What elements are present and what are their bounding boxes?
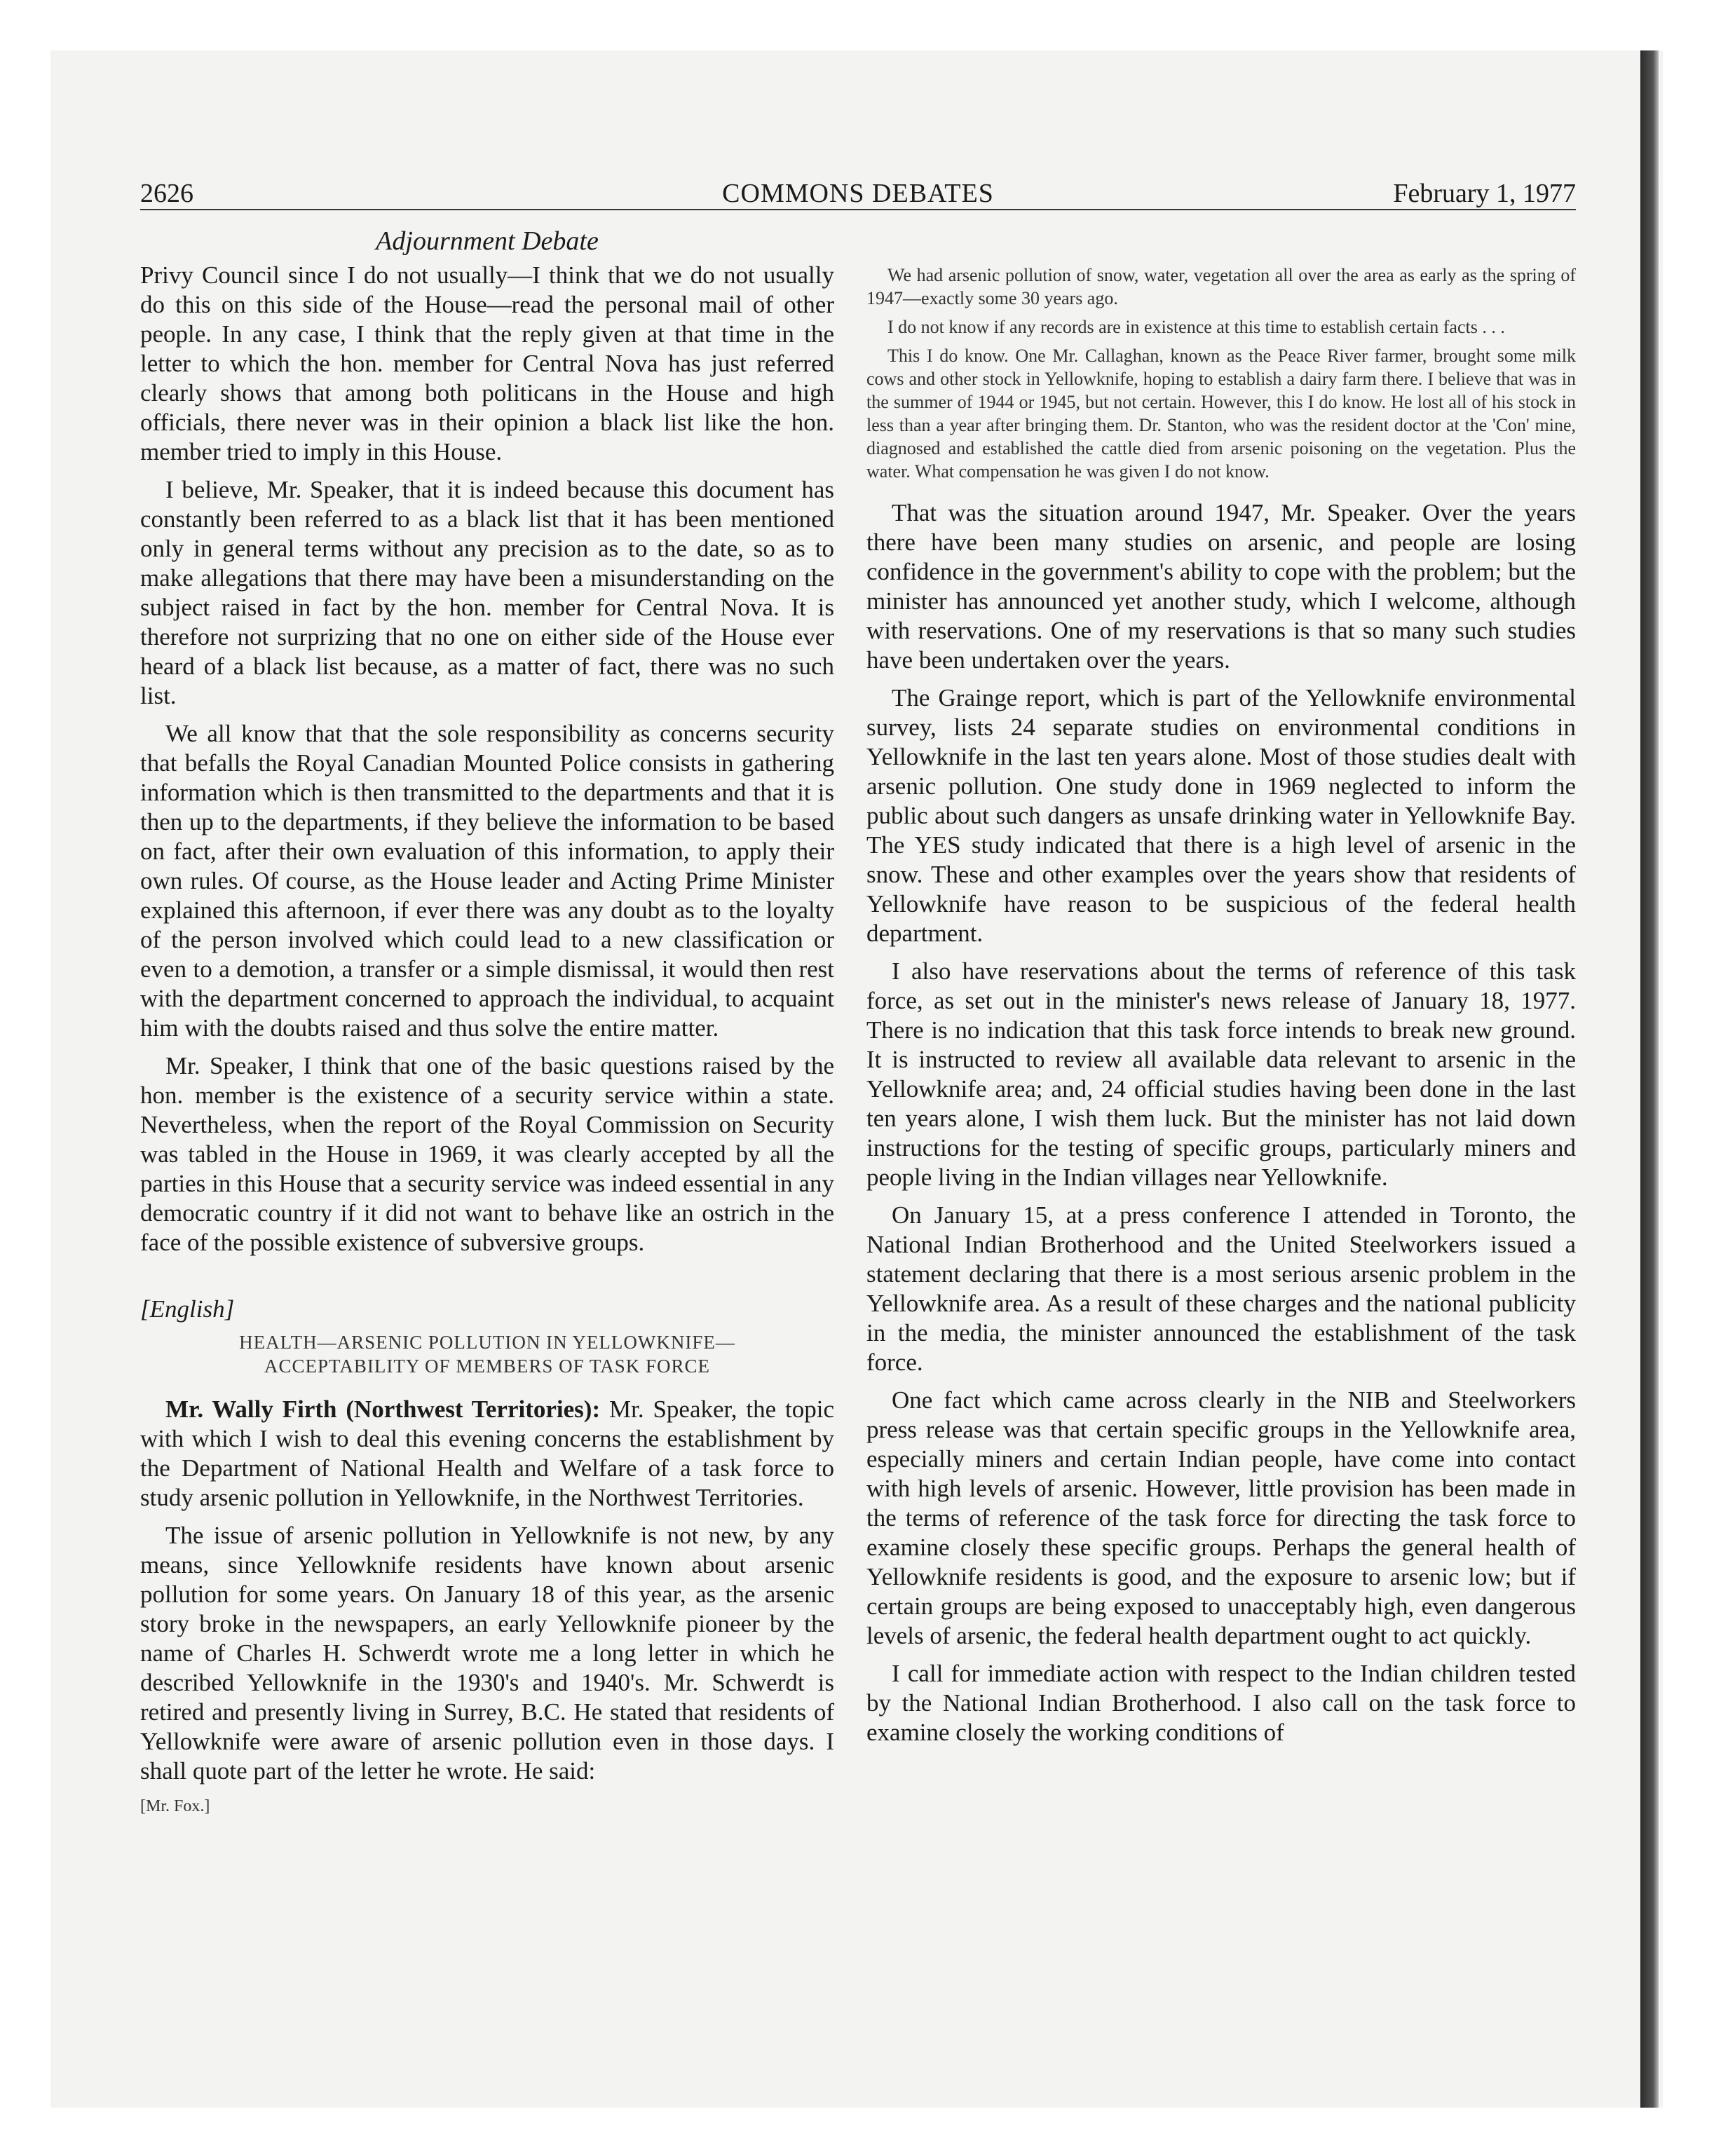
paragraph: I call for immediate action with respect to the Indian children tested by the National Indian Brotherhood. I also call on the task force to examine closely the working conditions of: [866, 1660, 1576, 1746]
scan-edge-shadow: [1640, 50, 1659, 2108]
speaker-text: Mr. Speaker, the topic with which I wish to deal this evening concerns the establishment by the Department of National Health and Welfare of a task force to study arsenic pollution in Yellowknife, in the Northwest Territories.: [140, 1396, 834, 1511]
publication-title: COMMONS DEBATES: [722, 179, 994, 208]
paragraph: I also have reservations about the terms of reference of this task force, as set out in the minister's news release of January 18, 1977. There is no indication that this task force intends to break new ground. It is instructed to review all available data relevant to arsenic in the Yellowknife area; and, 24 official studies having been done in the last ten years alone, I wish them luck. But the minister has not laid down instructions for the testing of specific groups, particularly miners and people living in the Indian villages near Yellowknife.: [866, 957, 1576, 1191]
paragraph: I believe, Mr. Speaker, that it is indeed because this document has constantly been referred to as a black list that it has been mentioned only in general terms without any precision as to the date, so as to make allegations that there may have been a misunderstanding on the subject raised in fact by the hon. member for Central Nova. It is therefore not surprizing that no one on either side of the House ever heard of a black list because, as a matter of fact, there was no such list.: [140, 476, 834, 709]
page-header: [140, 178, 1576, 210]
paragraph: Privy Council since I do not usually—I think that we do not usually do this on this side of the House—read the personal mail of other people. In any case, I think that the reply given at that time in the letter to which the hon. member for Central Nova has just referred clearly shows that among both politicans in the House and high officials, there never was in their opinion a black list like the hon. member tried to imply in this House.: [140, 261, 834, 465]
language-tag: [English]: [140, 1295, 235, 1323]
page-number: 2626: [140, 179, 193, 208]
speaker-paragraph: [140, 1395, 834, 1513]
paragraph: We all know that that the sole responsibility as concerns security that befalls the Royal Canadian Mounted Police consists in gathering information which is then transmitted to the departments and that it is then up to the departments, if they believe the information to be based on fact, after their own evaluation of this information, to apply their own rules. Of course, as the House leader and Acting Prime Minister explained this afternoon, if ever there was any doubt as to the loyalty of the person involved which could lead to a new classification or even to a demotion, a transfer or a simple dismissal, it would then rest with the department concerned to approach the individual, to acquaint him with the doubts raised and thus solve the entire matter.: [140, 720, 834, 1042]
running-title: Adjournment Debate: [376, 226, 599, 256]
quoted-letter: We had arsenic pollution of snow, water, vegetation all over the area as early as the spring of 1947—exactly some 30 years ago.: [866, 265, 1576, 308]
section-heading-line: ACCEPTABILITY OF MEMBERS OF TASK FORCE: [264, 1356, 711, 1377]
paragraph: One fact which came across clearly in the NIB and Steelworkers press release was that certain specific groups in the Yellowknife area, especially miners and certain Indian people, have come into contact with high levels of arsenic. However, little provision has been made in the terms of reference of the task force for directing the task force to examine closely these specific groups. Perhaps the general health of Yellowknife residents is good, and the exposure to arsenic low; but if certain groups are being exposed to unacceptably high, even dangerous levels of arsenic, the federal health department ought to act quickly.: [866, 1386, 1576, 1649]
paragraph: That was the situation around 1947, Mr. Speaker. Over the years there have been many studies on arsenic, and people are losing confidence in the government's ability to cope with the problem; but the minister has announced yet another study, which I welcome, although with reservations. One of my reservations is that so many such studies have been undertaken over the years.: [866, 499, 1576, 674]
quoted-letter: This I do know. One Mr. Callaghan, known as the Peace River farmer, brought some milk cows and other stock in Yellowknife, hoping to establish a dairy farm there. I believe that was in the summer of 1944 or 1945, but not certain. However, this I do know. He lost all of his stock in less than a year after bringing them. Dr. Stanton, who was the resident doctor at the 'Con' mine, diagnosed and established the cattle died from arsenic poisoning on the vegetation. Plus the water. What compensation he was given I do not know.: [866, 346, 1576, 482]
quoted-letter: I do not know if any records are in existence at this time to establish certain facts . . .: [887, 317, 1505, 337]
paragraph: Mr. Speaker, I think that one of the basic questions raised by the hon. member is the existence of a security service within a state. Nevertheless, when the report of the Royal Commission on Security was tabled in the House in 1969, it was clearly accepted by all the parties in this House that a security service was indeed essential in any democratic country if it did not want to behave like an ostrich in the face of the possible existence of subversive groups.: [140, 1052, 834, 1256]
right-column: [866, 264, 1576, 1756]
left-column: [140, 226, 834, 1817]
paragraph: The issue of arsenic pollution in Yellowknife is not new, by any means, since Yellowknife residents have known about arsenic pollution for some years. On January 18 of this year, as the arsenic story broke in the newspapers, an early Yellowknife pioneer by the name of Charles H. Schwerdt wrote me a long letter in which he described Yellowknife in the 1930's and 1940's. Mr. Schwerdt is retired and presently living in Surrey, B.C. He stated that residents of Yellowknife were aware of arsenic pollution even in those days. I shall quote part of the letter he wrote. He said:: [140, 1522, 834, 1785]
speaker-name: Mr. Wally Firth (Northwest Territories):: [165, 1396, 601, 1423]
paragraph: The Grainge report, which is part of the Yellowknife environmental survey, lists 24 separate studies on environmental conditions in Yellowknife in the last ten years alone. Most of those studies dealt with arsenic pollution. One study done in 1969 neglected to inform the public about such dangers as unsafe drinking water in Yellowknife Bay. The YES study indicated that there is a high level of arsenic in the snow. These and other examples over the years show that residents of Yellowknife have reason to be suspicious of the federal health department.: [866, 684, 1576, 947]
section-heading-line: HEALTH—ARSENIC POLLUTION IN YELLOWKNIFE—: [239, 1332, 735, 1353]
page-date: February 1, 1977: [1393, 179, 1576, 208]
footnote: [Mr. Fox.]: [140, 1797, 210, 1815]
section-heading: [140, 1330, 834, 1378]
paragraph: On January 15, at a press conference I attended in Toronto, the National Indian Brotherhood and the United Steelworkers issued a statement declaring that there is a most serious arsenic problem in the Yellowknife area. As a result of these charges and the national publicity in the media, the minister announced the establishment of the task force.: [866, 1201, 1576, 1376]
